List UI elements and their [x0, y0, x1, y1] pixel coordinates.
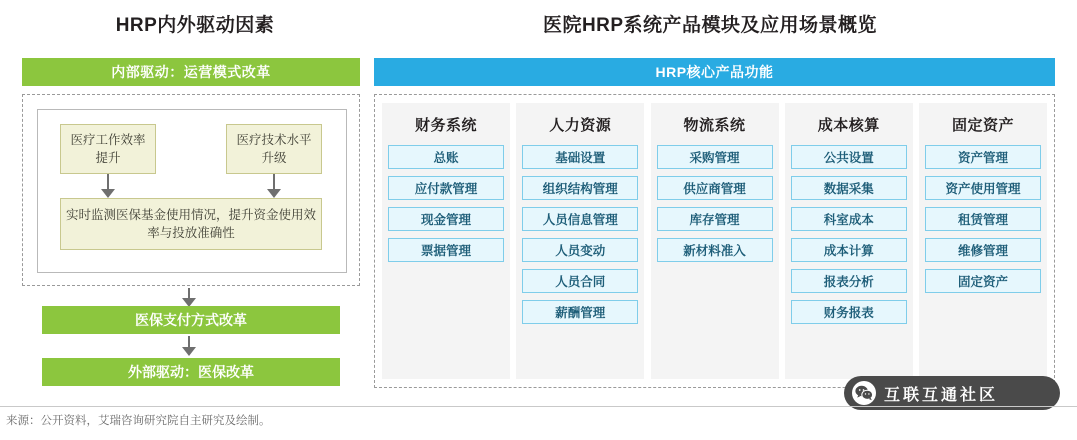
- module-item[interactable]: 数据采集: [791, 176, 907, 200]
- right-chart-title: 医院HRP系统产品模块及应用场景概览: [542, 15, 878, 36]
- source-note: 来源：公开资料，艾瑞咨询研究院自主研究及绘制。: [6, 415, 271, 427]
- internal-driver-header: 内部驱动：运营模式改革: [22, 58, 360, 86]
- footer-divider: [0, 406, 1077, 407]
- module-title: 财务系统: [414, 117, 477, 134]
- connector-line-left: [107, 174, 109, 190]
- left-panel: [22, 58, 360, 388]
- module-item[interactable]: 供应商管理: [657, 176, 773, 200]
- module-item[interactable]: 组织结构管理: [522, 176, 638, 200]
- arrow-down-right: [267, 189, 281, 198]
- module-title: 物流系统: [683, 117, 746, 134]
- module-title: 人力资源: [549, 117, 612, 134]
- hrp-core-header: HRP核心产品功能: [374, 58, 1055, 86]
- module-item[interactable]: 应付款管理: [388, 176, 504, 200]
- module-column-finance: [382, 103, 510, 379]
- module-column-assets: [919, 103, 1047, 379]
- wechat-icon: [852, 381, 876, 405]
- connector-line-right: [273, 174, 275, 190]
- arrow-down-bottom: [182, 347, 196, 356]
- module-item[interactable]: 租赁管理: [925, 207, 1041, 231]
- module-item[interactable]: 人员变动: [522, 238, 638, 262]
- arrow-down-left: [101, 189, 115, 198]
- module-item[interactable]: 票据管理: [388, 238, 504, 262]
- module-item[interactable]: 财务报表: [791, 300, 907, 324]
- module-title: 成本核算: [817, 117, 880, 134]
- module-item[interactable]: 采购管理: [657, 145, 773, 169]
- technology-box: 医疗技术水平升级: [226, 124, 322, 174]
- community-badge: [844, 376, 1060, 410]
- right-panel: [374, 58, 1055, 388]
- module-item[interactable]: 维修管理: [925, 238, 1041, 262]
- badge-label: 互联互通社区: [884, 386, 999, 404]
- module-item[interactable]: 薪酬管理: [522, 300, 638, 324]
- monitoring-box: 实时监测医保基金使用情况，提升资金使用效率与投放准确性: [60, 198, 322, 250]
- module-title: 固定资产: [951, 117, 1014, 134]
- titles-row: [0, 10, 1077, 46]
- module-item[interactable]: 人员合同: [522, 269, 638, 293]
- module-item[interactable]: 资产管理: [925, 145, 1041, 169]
- module-column-hr: [516, 103, 644, 379]
- external-driver-bar: 外部驱动：医保改革: [42, 358, 340, 386]
- module-column-logistics: [651, 103, 779, 379]
- efficiency-box: 医疗工作效率提升: [60, 124, 156, 174]
- module-item[interactable]: 报表分析: [791, 269, 907, 293]
- hrp-modules-container: [374, 94, 1055, 388]
- module-item[interactable]: 人员信息管理: [522, 207, 638, 231]
- module-item[interactable]: 新材料准入: [657, 238, 773, 262]
- payment-reform-bar: 医保支付方式改革: [42, 306, 340, 334]
- module-item[interactable]: 科室成本: [791, 207, 907, 231]
- module-item[interactable]: 固定资产: [925, 269, 1041, 293]
- module-item[interactable]: 资产使用管理: [925, 176, 1041, 200]
- module-column-cost: [785, 103, 913, 379]
- left-chart-title: HRP内外驱动因素: [115, 15, 275, 36]
- module-item[interactable]: 库存管理: [657, 207, 773, 231]
- module-item[interactable]: 现金管理: [388, 207, 504, 231]
- module-item[interactable]: 基础设置: [522, 145, 638, 169]
- module-item[interactable]: 成本计算: [791, 238, 907, 262]
- module-item[interactable]: 公共设置: [791, 145, 907, 169]
- internal-driver-inner-box: [37, 109, 347, 273]
- internal-driver-dashed-container: [22, 94, 360, 286]
- module-item[interactable]: 总账: [388, 145, 504, 169]
